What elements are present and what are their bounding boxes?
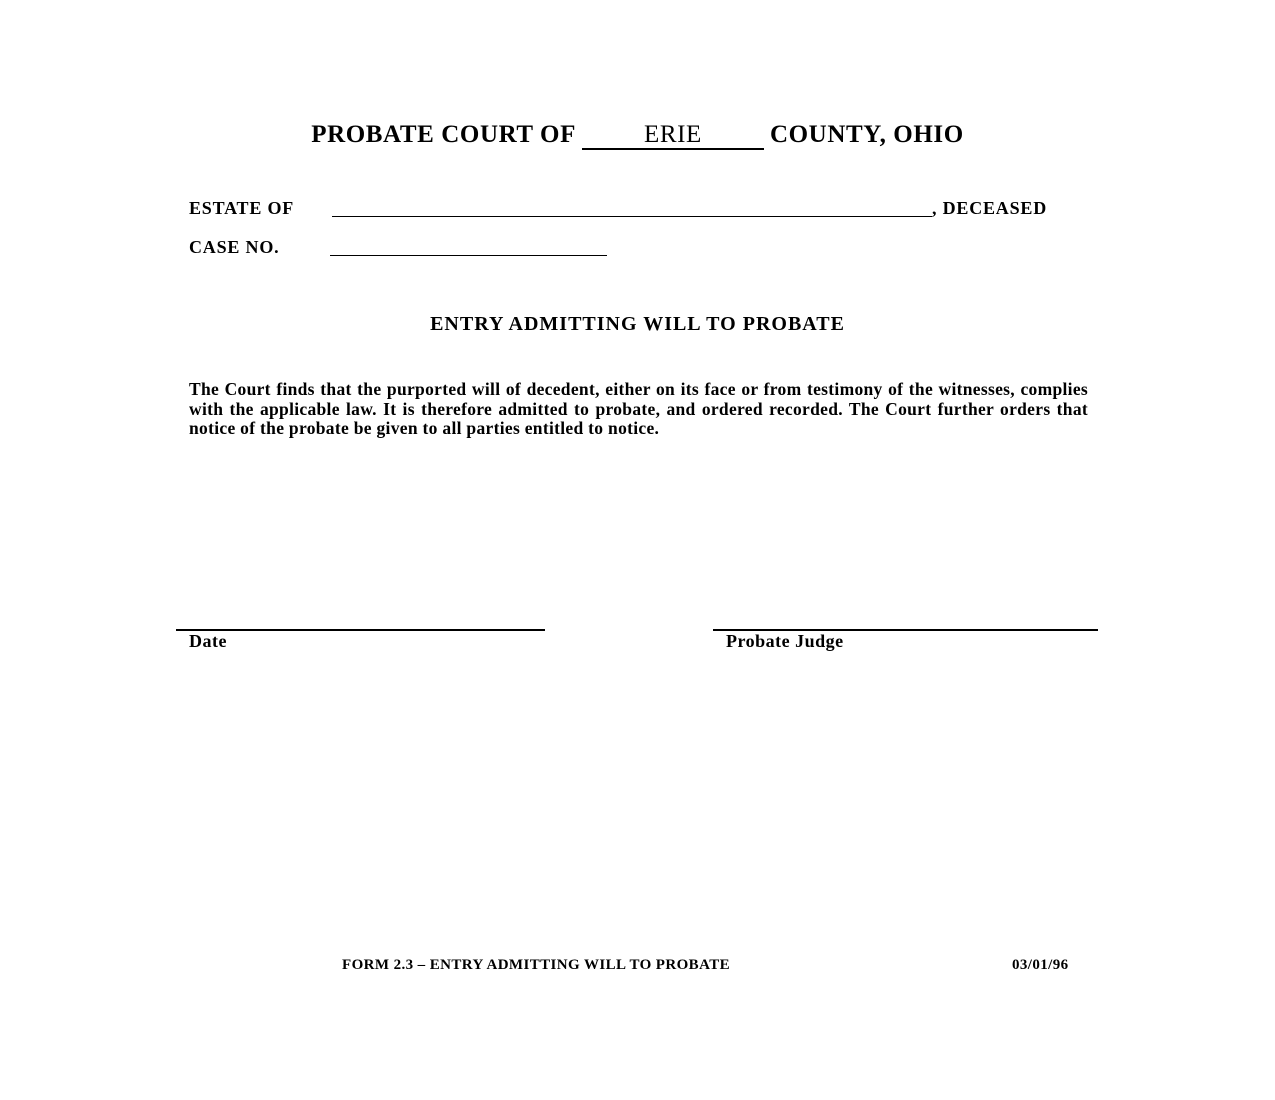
probate-judge-label: Probate Judge [726,631,844,651]
estate-name-field[interactable] [332,216,932,217]
estate-label: ESTATE OF [189,198,295,218]
court-header [0,121,1275,150]
document-body: The Court finds that the purported will of decedent, either on its face or from testimony of the witnesses, complies with the applicable law. It is therefore admitted to probate, and ordered recorded. The Court further orders that notice of the probate be given to all parties entitled to notice. [189,379,1088,438]
deceased-label: , DECEASED [932,198,1048,218]
date-label: Date [189,631,227,651]
court-header-prefix: PROBATE COURT OF [311,121,576,148]
case-number-field[interactable] [330,255,607,256]
court-header-suffix: COUNTY, OHIO [769,121,964,148]
case-number-label: CASE NO. [189,237,280,257]
county-field[interactable]: ERIE [582,121,764,150]
document-title: ENTRY ADMITTING WILL TO PROBATE [430,313,845,335]
date-signature-line[interactable] [176,629,545,631]
form-footer-date: 03/01/96 [1012,957,1069,973]
form-footer-title: FORM 2.3 – ENTRY ADMITTING WILL TO PROBATE [342,957,730,973]
